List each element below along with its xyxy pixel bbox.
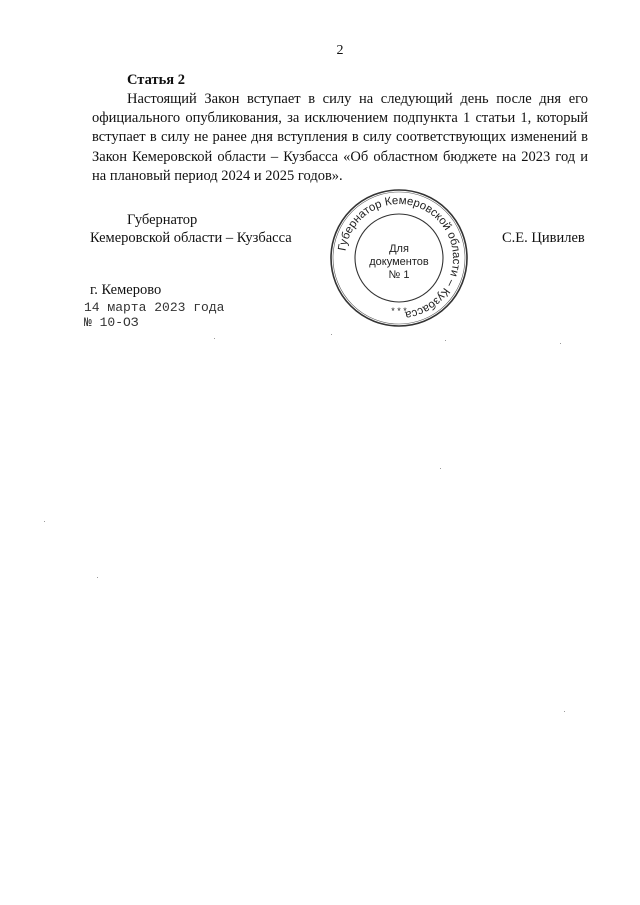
scan-speck: [564, 711, 565, 712]
place: г. Кемерово: [90, 282, 162, 298]
scan-speck: [440, 468, 441, 469]
article-body: Настоящий Закон вступает в силу на следующий день после дня его официального опубликования, за исключением подпункта 1 статьи 1, который вступает в силу не ранее дня вступления в силу соответствующих изменений в Закон Кемеровской области – Кузбасса «Об областном бюджете на 2023 год и на плановый период 2024 и 2025 годов».: [92, 91, 588, 184]
official-seal: [329, 188, 469, 328]
date: 14 марта 2023 года: [84, 300, 225, 315]
seal-center-line2: документов: [369, 256, 429, 268]
signer-name: С.Е. Цивилев: [502, 230, 585, 246]
seal-center-line1: Для: [389, 243, 409, 255]
scan-speck: [44, 521, 45, 522]
signer-title: Губернатор: [127, 212, 198, 228]
scan-speck: [97, 577, 98, 578]
scan-speck: [445, 340, 446, 341]
seal-stars: * * *: [391, 306, 407, 316]
page-number: 2: [336, 43, 344, 58]
scan-speck: [331, 334, 332, 335]
law-number: № 10-ОЗ: [84, 315, 139, 330]
scan-speck: [560, 343, 561, 344]
seal-center-line3: № 1: [388, 269, 410, 281]
seal-ring-text: Губернатор Кемеровской области – Кузбасса: [336, 194, 463, 321]
signer-region: Кемеровской области – Кузбасса: [90, 230, 292, 246]
scan-speck: [214, 338, 215, 339]
article-title: Статья 2: [127, 72, 185, 88]
